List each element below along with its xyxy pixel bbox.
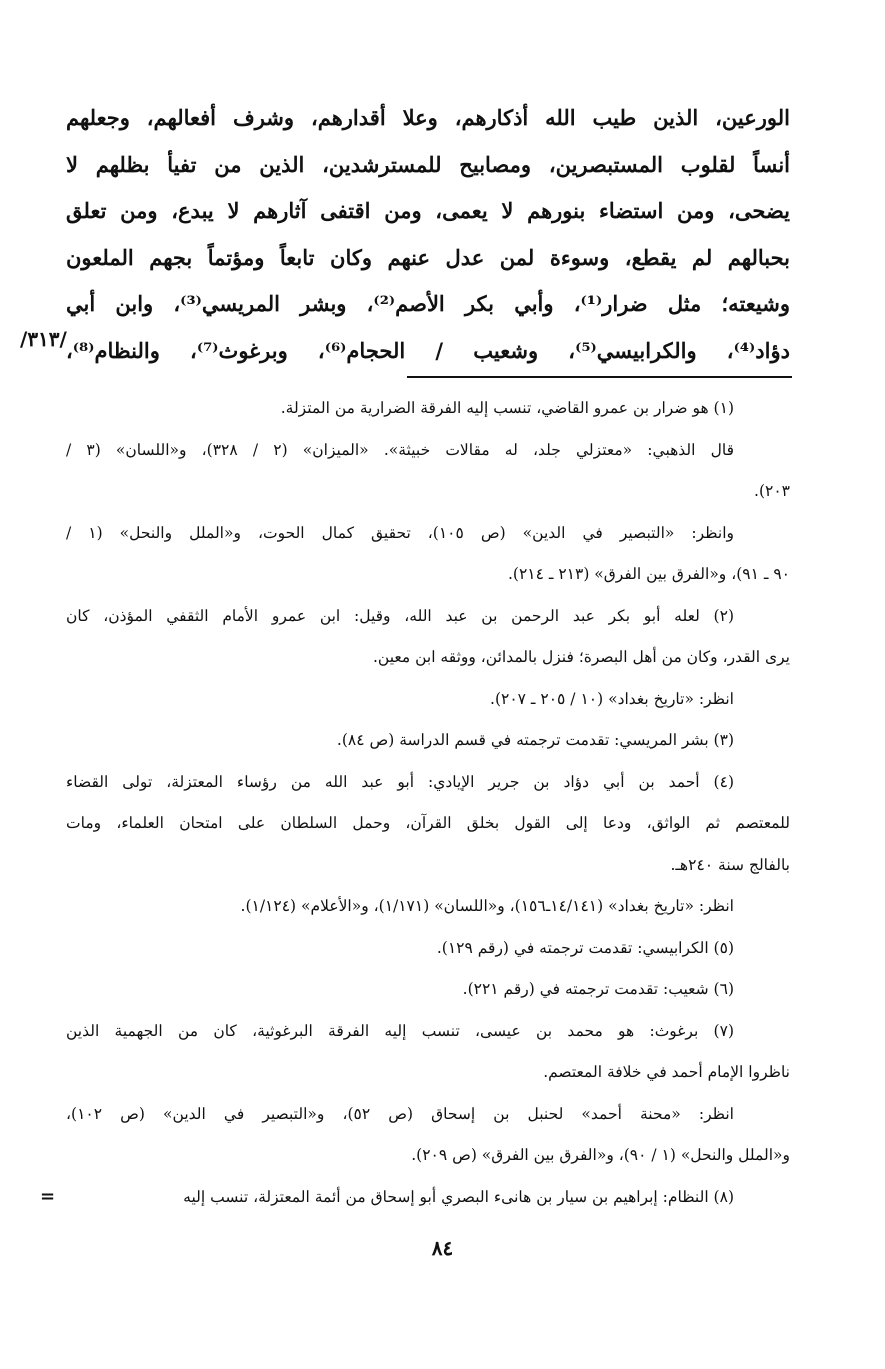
footnote-line: بالفالج سنة ٢٤٠هـ.	[670, 855, 790, 874]
footnote-line: (٤) أحمد بن أبي دؤاد بن جرير الإيادي: أبو عبد الله من رؤساء المعتزلة، تولى القضاء	[66, 772, 734, 791]
body-line: وشيعته؛ مثل ضرار⁽¹⁾، وأبي بكر الأصم⁽²⁾، وبشر المريسي⁽³⁾، وابن أبي	[66, 291, 790, 316]
footnote-line: انظر: «تاريخ بغداد» (١٠ / ٢٠٥ ـ ٢٠٧).	[490, 689, 734, 708]
body-line: أنساً لقلوب المستبصرين، ومصابيح للمسترشدين، الذين من تفيأ بظلهم لا	[66, 151, 790, 177]
footnote-line: (٣) بشر المريسي: تقدمت ترجمته في قسم الدراسة (ص ٨٤).	[336, 731, 734, 749]
footnote-separator	[407, 376, 792, 378]
footnote-line: انظر: «تاريخ بغداد» (١٤/١٤١ـ١٥٦)، و«اللسان» (١/١٧١)، و«الأعلام» (١/١٢٤).	[240, 897, 734, 915]
footnote-line: انظر: «محنة أحمد» لحنبل بن إسحاق (ص ٥٢)، و«التبصير في الدين» (ص ١٠٢)،	[66, 1104, 734, 1123]
footnote-line: ٩٠ ـ ٩١)، و«الفرق بين الفرق» (٢١٣ ـ ٢١٤).	[507, 565, 790, 583]
footnote-line: للمعتصم ثم الواثق، ودعا إلى القول بخلق القرآن، وحمل السلطان على امتحان العلماء، ومات	[66, 814, 790, 832]
body-line: بحبالهم لم يقطع، وسوءة لمن عدل عنهم وكان تابعاً ومؤتماً بجهم الملعون	[66, 244, 790, 270]
footnotes	[66, 388, 792, 1218]
footnote-line: (٧) برغوث: هو محمد بن عيسى، تنسب إليه الفرقة البرغوثية، كان من الجهمية الذين	[66, 1021, 734, 1040]
footnote-line: قال الذهبي: «معتزلي جلد، له مقالات خبيثة». «الميزان» (٢ / ٣٢٨)، و«اللسان» (٣ /	[66, 440, 735, 459]
body-line: دؤاد⁽⁴⁾، والكرابيسي⁽⁵⁾، وشعيب / الحجام⁽⁶⁾، وبرغوث⁽⁷⁾، والنظام⁽⁸⁾،	[66, 337, 790, 363]
footnote-line: ٢٠٣).	[754, 482, 790, 500]
footnote-line: ناظروا الإمام أحمد في خلافة المعتصم.	[543, 1063, 790, 1081]
footnote-line: (٨) النظام: إبراهيم بن سيار بن هانىء البصري أبو إسحاق من أئمة المعتزلة، تنسب إليه	[183, 1187, 734, 1206]
footnote-line: وانظر: «التبصير في الدين» (ص ١٠٥)، تحقيق كمال الحوت، و«الملل والنحل» (١ /	[66, 523, 734, 542]
footnote-line: (١) هو ضرار بن عمرو القاضي، تنسب إليه الفرقة الضرارية من المتزلة.	[280, 399, 734, 417]
page-number: ٨٤	[431, 1236, 454, 1260]
footnote-line: (٥) الكرابيسي: تقدمت ترجمته في (رقم ١٢٩).	[436, 938, 734, 957]
manuscript-folio-marker: /٣١٣/	[20, 327, 67, 351]
footnote-line: و«الملل والنحل» (١ / ٩٠)، و«الفرق بين الفرق» (ص ٢٠٩).	[411, 1146, 790, 1164]
footnote-line: (٦) شعيب: تقدمت ترجمته في (رقم ٢٢١).	[462, 980, 734, 998]
continuation-mark: =	[40, 1186, 56, 1207]
main-text	[66, 95, 790, 374]
footnote-line: (٢) لعله أبو بكر عبد الرحمن بن عبد الله، وقيل: ابن عمرو الأمام الثقفي المؤذن، كان	[66, 606, 734, 625]
footnote-line: يرى القدر، وكان من أهل البصرة؛ فنزل بالمدائن، ووثقه ابن معين.	[372, 648, 790, 666]
body-line: الورعين، الذين طيب الله أذكارهم، وعلا أقدارهم، وشرف أفعالهم، وجعلهم	[66, 105, 790, 130]
body-line: يضحى، ومن استضاء بنورهم لا يعمى، ومن اقتفى آثارهم لا يبدع، ومن تعلق	[66, 198, 790, 223]
